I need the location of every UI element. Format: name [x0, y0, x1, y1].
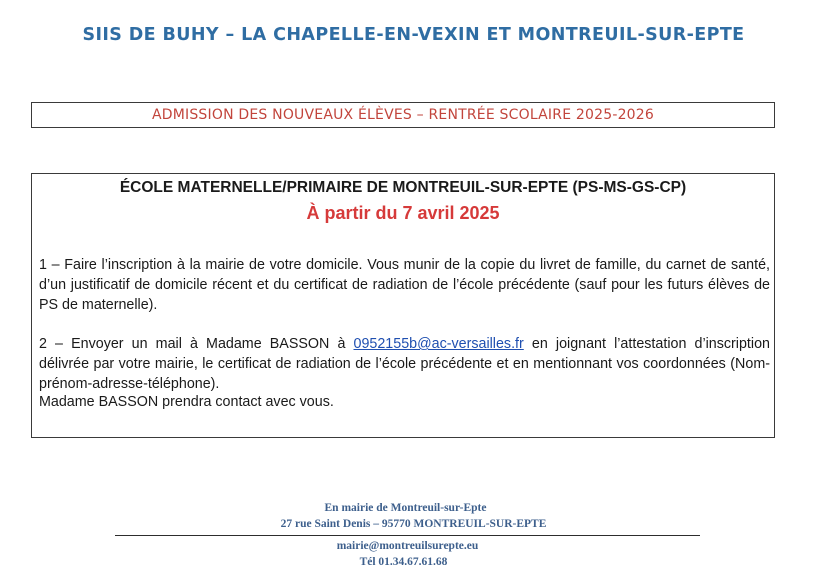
footer-address: 27 rue Saint Denis – 95770 MONTREUIL-SUR-EPTE: [280, 518, 547, 530]
footer-mairie: En mairie de Montreuil-sur-Epte: [324, 502, 487, 514]
document-title: SIIS DE BUHY – LA CHAPELLE-EN-VEXIN ET MONTREUIL-SUR-EPTE: [82, 25, 745, 45]
step-2-text-before: 2 – Envoyer un mail à Madame BASSON à: [39, 336, 354, 352]
closing-line: Madame BASSON prendra contact avec vous.: [39, 394, 334, 410]
footer-email[interactable]: mairie@montreuilsurepte.eu: [336, 540, 479, 552]
step-2-text-after: en joignant l’attestation d’inscription délivrée par votre mairie, le certificat de radiation de l’école précédente et en mentionnant vos coordonnées (Nom-prénom-adresse-téléphone).: [39, 336, 770, 392]
admission-title: ADMISSION DES NOUVEAUX ÉLÈVES – RENTRÉE SCOLAIRE 2025-2026: [151, 107, 654, 123]
school-email-link[interactable]: 0952155b@ac-versailles.fr: [353, 336, 524, 352]
footer-divider: [115, 535, 700, 536]
step-2-paragraph: [39, 334, 770, 394]
school-name: ÉCOLE MATERNELLE/PRIMAIRE DE MONTREUIL-SUR-EPTE (PS-MS-GS-CP): [119, 179, 687, 196]
school-info-box: [31, 173, 775, 438]
start-date: À partir du 7 avril 2025: [306, 203, 500, 223]
admission-banner: [31, 102, 775, 128]
footer-phone: Tél 01.34.67.61.68: [359, 556, 448, 568]
step-1-paragraph: 1 – Faire l’inscription à la mairie de votre domicile. Vous munir de la copie du livret de famille, du carnet de santé, d’un justificatif de domicile récent et du certificat de radiation de l’école précédente (sauf pour les futurs élèves de PS de maternelle).: [39, 257, 770, 313]
